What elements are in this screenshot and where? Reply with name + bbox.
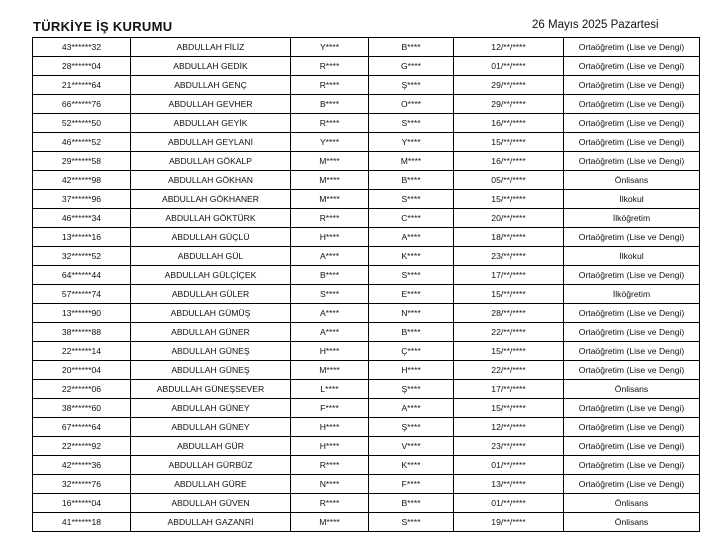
masked-id-cell: 13******16 [33, 228, 131, 247]
full-name-cell: ABDULLAH GÜVEN [131, 494, 291, 513]
education-cell: Ortaöğretim (Lise ve Dengi) [564, 323, 700, 342]
father-initial-cell: M**** [291, 171, 369, 190]
birth-date-cell: 01/**/**** [454, 494, 564, 513]
full-name-cell: ABDULLAH GÖKTÜRK [131, 209, 291, 228]
full-name-cell: ABDULLAH GEYİK [131, 114, 291, 133]
masked-id-cell: 42******98 [33, 171, 131, 190]
full-name-cell: ABDULLAH GÜNEŞSEVER [131, 380, 291, 399]
mother-initial-cell: E**** [369, 285, 454, 304]
document-date: 26 Mayıs 2025 Pazartesi [532, 19, 659, 31]
page-header [0, 0, 720, 38]
father-initial-cell: B**** [291, 95, 369, 114]
mother-initial-cell: S**** [369, 266, 454, 285]
records-table-body [33, 38, 700, 532]
education-cell: Ortaöğretim (Lise ve Dengi) [564, 266, 700, 285]
mother-initial-cell: K**** [369, 456, 454, 475]
birth-date-cell: 22/**/**** [454, 323, 564, 342]
education-cell: Ortaöğretim (Lise ve Dengi) [564, 76, 700, 95]
table-row [33, 304, 700, 323]
father-initial-cell: H**** [291, 418, 369, 437]
birth-date-cell: 13/**/**** [454, 475, 564, 494]
masked-id-cell: 13******90 [33, 304, 131, 323]
education-cell: Ortaöğretim (Lise ve Dengi) [564, 361, 700, 380]
birth-date-cell: 01/**/**** [454, 456, 564, 475]
masked-id-cell: 38******88 [33, 323, 131, 342]
table-row [33, 437, 700, 456]
full-name-cell: ABDULLAH GÜL [131, 247, 291, 266]
mother-initial-cell: M**** [369, 152, 454, 171]
masked-id-cell: 46******52 [33, 133, 131, 152]
mother-initial-cell: C**** [369, 209, 454, 228]
masked-id-cell: 43******32 [33, 38, 131, 57]
mother-initial-cell: V**** [369, 437, 454, 456]
father-initial-cell: F**** [291, 399, 369, 418]
table-row [33, 399, 700, 418]
masked-id-cell: 52******50 [33, 114, 131, 133]
full-name-cell: ABDULLAH GÜRE [131, 475, 291, 494]
masked-id-cell: 32******52 [33, 247, 131, 266]
records-table [32, 37, 700, 532]
father-initial-cell: R**** [291, 57, 369, 76]
education-cell: Ortaöğretim (Lise ve Dengi) [564, 152, 700, 171]
table-row [33, 380, 700, 399]
birth-date-cell: 16/**/**** [454, 152, 564, 171]
full-name-cell: ABDULLAH GÖKALP [131, 152, 291, 171]
father-initial-cell: B**** [291, 266, 369, 285]
mother-initial-cell: G**** [369, 57, 454, 76]
father-initial-cell: H**** [291, 342, 369, 361]
father-initial-cell: M**** [291, 361, 369, 380]
mother-initial-cell: S**** [369, 114, 454, 133]
table-row [33, 494, 700, 513]
table-row [33, 38, 700, 57]
full-name-cell: ABDULLAH GÜNEY [131, 418, 291, 437]
mother-initial-cell: B**** [369, 38, 454, 57]
masked-id-cell: 16******04 [33, 494, 131, 513]
father-initial-cell: M**** [291, 513, 369, 532]
table-row [33, 456, 700, 475]
mother-initial-cell: S**** [369, 190, 454, 209]
education-cell: Ortaöğretim (Lise ve Dengi) [564, 437, 700, 456]
birth-date-cell: 12/**/**** [454, 38, 564, 57]
table-row [33, 171, 700, 190]
education-cell: İlköğretim [564, 285, 700, 304]
birth-date-cell: 12/**/**** [454, 418, 564, 437]
table-row [33, 95, 700, 114]
birth-date-cell: 20/**/**** [454, 209, 564, 228]
education-cell: Önlisans [564, 171, 700, 190]
table-row [33, 323, 700, 342]
father-initial-cell: Y**** [291, 38, 369, 57]
mother-initial-cell: S**** [369, 513, 454, 532]
masked-id-cell: 22******14 [33, 342, 131, 361]
table-row [33, 285, 700, 304]
full-name-cell: ABDULLAH GAZANRİ [131, 513, 291, 532]
father-initial-cell: A**** [291, 247, 369, 266]
masked-id-cell: 41******18 [33, 513, 131, 532]
mother-initial-cell: Ç**** [369, 342, 454, 361]
table-row [33, 247, 700, 266]
education-cell: Ortaöğretim (Lise ve Dengi) [564, 342, 700, 361]
table-row [33, 133, 700, 152]
education-cell: İlkokul [564, 247, 700, 266]
birth-date-cell: 17/**/**** [454, 266, 564, 285]
birth-date-cell: 23/**/**** [454, 247, 564, 266]
education-cell: Ortaöğretim (Lise ve Dengi) [564, 456, 700, 475]
mother-initial-cell: A**** [369, 399, 454, 418]
father-initial-cell: H**** [291, 228, 369, 247]
mother-initial-cell: O**** [369, 95, 454, 114]
table-row [33, 209, 700, 228]
mother-initial-cell: H**** [369, 361, 454, 380]
masked-id-cell: 57******74 [33, 285, 131, 304]
mother-initial-cell: F**** [369, 475, 454, 494]
education-cell: Ortaöğretim (Lise ve Dengi) [564, 95, 700, 114]
masked-id-cell: 66******76 [33, 95, 131, 114]
education-cell: Ortaöğretim (Lise ve Dengi) [564, 475, 700, 494]
full-name-cell: ABDULLAH GÜNEŞ [131, 342, 291, 361]
education-cell: Ortaöğretim (Lise ve Dengi) [564, 57, 700, 76]
masked-id-cell: 32******76 [33, 475, 131, 494]
full-name-cell: ABDULLAH GÖKHAN [131, 171, 291, 190]
father-initial-cell: R**** [291, 456, 369, 475]
birth-date-cell: 15/**/**** [454, 342, 564, 361]
birth-date-cell: 16/**/**** [454, 114, 564, 133]
masked-id-cell: 29******58 [33, 152, 131, 171]
birth-date-cell: 15/**/**** [454, 399, 564, 418]
birth-date-cell: 18/**/**** [454, 228, 564, 247]
organization-title: TÜRKİYE İŞ KURUMU [33, 19, 173, 34]
father-initial-cell: M**** [291, 152, 369, 171]
masked-id-cell: 28******04 [33, 57, 131, 76]
masked-id-cell: 22******06 [33, 380, 131, 399]
mother-initial-cell: A**** [369, 228, 454, 247]
full-name-cell: ABDULLAH GEVHER [131, 95, 291, 114]
mother-initial-cell: Y**** [369, 133, 454, 152]
table-row [33, 266, 700, 285]
full-name-cell: ABDULLAH GÜÇLÜ [131, 228, 291, 247]
masked-id-cell: 37******96 [33, 190, 131, 209]
birth-date-cell: 17/**/**** [454, 380, 564, 399]
mother-initial-cell: K**** [369, 247, 454, 266]
full-name-cell: ABDULLAH GÜNER [131, 323, 291, 342]
father-initial-cell: H**** [291, 437, 369, 456]
birth-date-cell: 15/**/**** [454, 190, 564, 209]
masked-id-cell: 21******64 [33, 76, 131, 95]
birth-date-cell: 05/**/**** [454, 171, 564, 190]
full-name-cell: ABDULLAH GÜNEY [131, 399, 291, 418]
education-cell: İlköğretim [564, 209, 700, 228]
education-cell: Ortaöğretim (Lise ve Dengi) [564, 304, 700, 323]
father-initial-cell: A**** [291, 323, 369, 342]
full-name-cell: ABDULLAH GÜLER [131, 285, 291, 304]
father-initial-cell: L**** [291, 380, 369, 399]
table-row [33, 76, 700, 95]
father-initial-cell: A**** [291, 304, 369, 323]
father-initial-cell: R**** [291, 209, 369, 228]
masked-id-cell: 42******36 [33, 456, 131, 475]
masked-id-cell: 22******92 [33, 437, 131, 456]
education-cell: Önlisans [564, 494, 700, 513]
father-initial-cell: M**** [291, 190, 369, 209]
masked-id-cell: 64******44 [33, 266, 131, 285]
table-row [33, 418, 700, 437]
father-initial-cell: N**** [291, 475, 369, 494]
mother-initial-cell: B**** [369, 494, 454, 513]
mother-initial-cell: Ş**** [369, 380, 454, 399]
father-initial-cell: S**** [291, 285, 369, 304]
education-cell: İlkokul [564, 190, 700, 209]
education-cell: Ortaöğretim (Lise ve Dengi) [564, 114, 700, 133]
father-initial-cell: R**** [291, 494, 369, 513]
mother-initial-cell: N**** [369, 304, 454, 323]
table-row [33, 475, 700, 494]
masked-id-cell: 20******04 [33, 361, 131, 380]
birth-date-cell: 01/**/**** [454, 57, 564, 76]
full-name-cell: ABDULLAH GÜMÜŞ [131, 304, 291, 323]
table-row [33, 342, 700, 361]
masked-id-cell: 67******64 [33, 418, 131, 437]
father-initial-cell: R**** [291, 114, 369, 133]
birth-date-cell: 15/**/**** [454, 133, 564, 152]
masked-id-cell: 38******60 [33, 399, 131, 418]
full-name-cell: ABDULLAH GÖKHANER [131, 190, 291, 209]
education-cell: Ortaöğretim (Lise ve Dengi) [564, 418, 700, 437]
full-name-cell: ABDULLAH GÜNEŞ [131, 361, 291, 380]
full-name-cell: ABDULLAH GÜRBÜZ [131, 456, 291, 475]
birth-date-cell: 23/**/**** [454, 437, 564, 456]
education-cell: Ortaöğretim (Lise ve Dengi) [564, 38, 700, 57]
full-name-cell: ABDULLAH GEYLANİ [131, 133, 291, 152]
mother-initial-cell: B**** [369, 171, 454, 190]
birth-date-cell: 29/**/**** [454, 95, 564, 114]
birth-date-cell: 19/**/**** [454, 513, 564, 532]
table-row [33, 114, 700, 133]
table-row [33, 361, 700, 380]
table-row [33, 228, 700, 247]
education-cell: Önlisans [564, 380, 700, 399]
father-initial-cell: Y**** [291, 133, 369, 152]
birth-date-cell: 29/**/**** [454, 76, 564, 95]
mother-initial-cell: Ş**** [369, 418, 454, 437]
education-cell: Önlisans [564, 513, 700, 532]
birth-date-cell: 28/**/**** [454, 304, 564, 323]
mother-initial-cell: B**** [369, 323, 454, 342]
education-cell: Ortaöğretim (Lise ve Dengi) [564, 133, 700, 152]
father-initial-cell: R**** [291, 76, 369, 95]
table-row [33, 152, 700, 171]
masked-id-cell: 46******34 [33, 209, 131, 228]
table-row [33, 190, 700, 209]
mother-initial-cell: Ş**** [369, 76, 454, 95]
full-name-cell: ABDULLAH GÜR [131, 437, 291, 456]
education-cell: Ortaöğretim (Lise ve Dengi) [564, 228, 700, 247]
full-name-cell: ABDULLAH GENÇ [131, 76, 291, 95]
birth-date-cell: 15/**/**** [454, 285, 564, 304]
birth-date-cell: 22/**/**** [454, 361, 564, 380]
table-row [33, 57, 700, 76]
table-row [33, 513, 700, 532]
education-cell: Ortaöğretim (Lise ve Dengi) [564, 399, 700, 418]
full-name-cell: ABDULLAH FİLİZ [131, 38, 291, 57]
full-name-cell: ABDULLAH GÜLÇİÇEK [131, 266, 291, 285]
full-name-cell: ABDULLAH GEDİK [131, 57, 291, 76]
